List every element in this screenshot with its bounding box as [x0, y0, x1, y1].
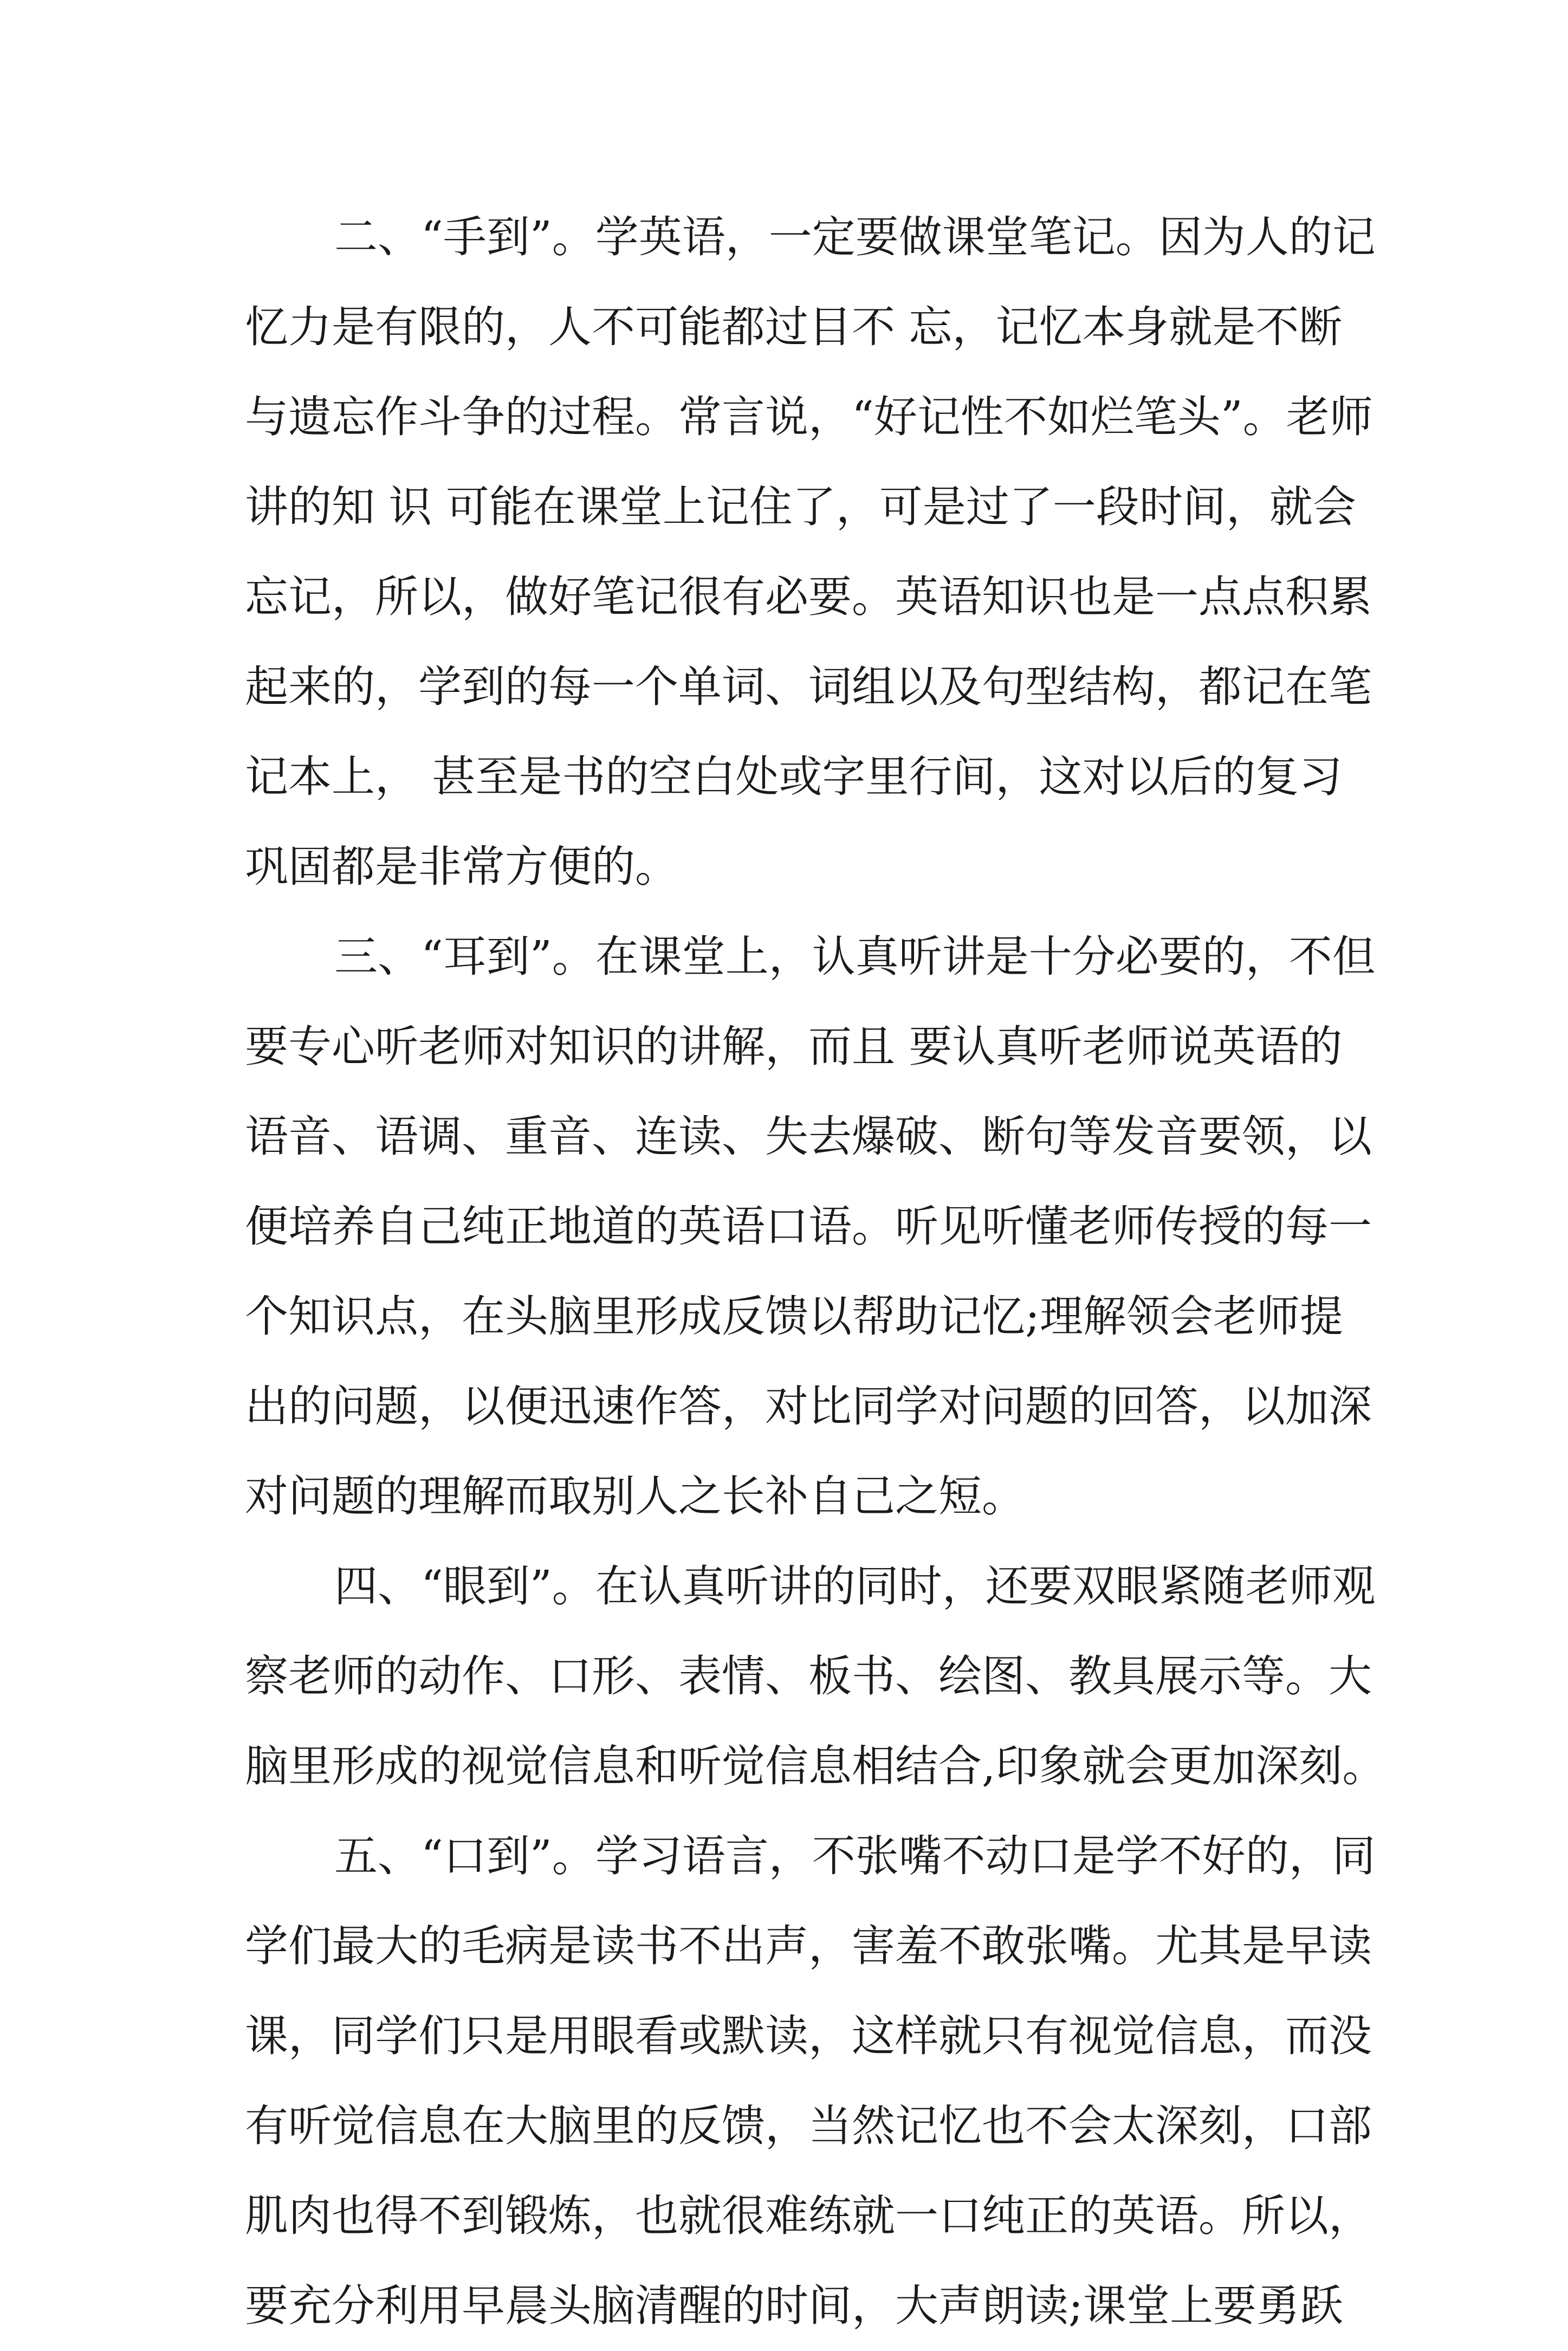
text-line: 便培养自己纯正地道的英语口语。听见听懂老师传授的每一 [245, 1201, 1372, 1252]
text-line: 对问题的理解而取别人之长补自己之短。 [245, 1471, 1025, 1521]
text-line: 记本上， 甚至是书的空白处或字里行间，这对以后的复习 [245, 752, 1343, 802]
text-line: 要专心听老师对知识的讲解，而且 要认真听老师说英语的 [245, 1021, 1343, 1072]
text-line: 语音、语调、重音、连读、失去爆破、断句等发音要领，以 [245, 1111, 1372, 1162]
text-line: 学们最大的毛病是读书不出声，害羞不敢张嘴。尤其是早读 [245, 1921, 1372, 1971]
text-line: 三、“耳到”。在课堂上，认真听讲是十分必要的，不但 [334, 931, 1376, 982]
text-line: 肌肉也得不到锻炼，也就很难练就一口纯正的英语。所以， [245, 2191, 1372, 2241]
text-line: 讲的知 识 可能在课堂上记住了，可是过了一段时间，就会 [245, 482, 1356, 532]
text-line: 二、“手到”。学英语，一定要做课堂笔记。因为人的记 [334, 212, 1376, 262]
text-line: 巩固都是非常方便的。 [245, 841, 678, 892]
text-line: 要充分利用早晨头脑清醒的时间，大声朗读;课堂上要勇跃 [245, 2281, 1343, 2331]
text-line: 四、“眼到”。在认真听讲的同时，还要双眼紧随老师观 [334, 1561, 1376, 1611]
body-text [245, 192, 1386, 2351]
text-line: 起来的，学到的每一个单词、词组以及句型结构，都记在笔 [245, 662, 1372, 712]
text-line: 五、“口到”。学习语言，不张嘴不动口是学不好的，同 [334, 1831, 1376, 1881]
text-line: 忘记，所以，做好笔记很有必要。英语知识也是一点点积累 [245, 572, 1372, 622]
text-line: 察老师的动作、口形、表情、板书、绘图、教具展示等。大 [245, 1651, 1372, 1701]
text-line: 脑里形成的视觉信息和听觉信息相结合,印象就会更加深刻。 [245, 1741, 1386, 1791]
text-line: 有听觉信息在大脑里的反馈，当然记忆也不会太深刻，口部 [245, 2101, 1372, 2151]
text-line: 忆力是有限的，人不可能都过目不 忘，记忆本身就是不断 [245, 302, 1343, 352]
text-line: 课，同学们只是用眼看或默读，这样就只有视觉信息，而没 [245, 2011, 1372, 2061]
text-line: 出的问题，以便迅速作答，对比同学对问题的回答，以加深 [245, 1381, 1372, 1432]
text-line: 个知识点，在头脑里形成反馈以帮助记忆;理解领会老师提 [245, 1291, 1343, 1342]
text-line: 与遗忘作斗争的过程。常言说，“好记性不如烂笔头”。老师 [245, 392, 1373, 442]
